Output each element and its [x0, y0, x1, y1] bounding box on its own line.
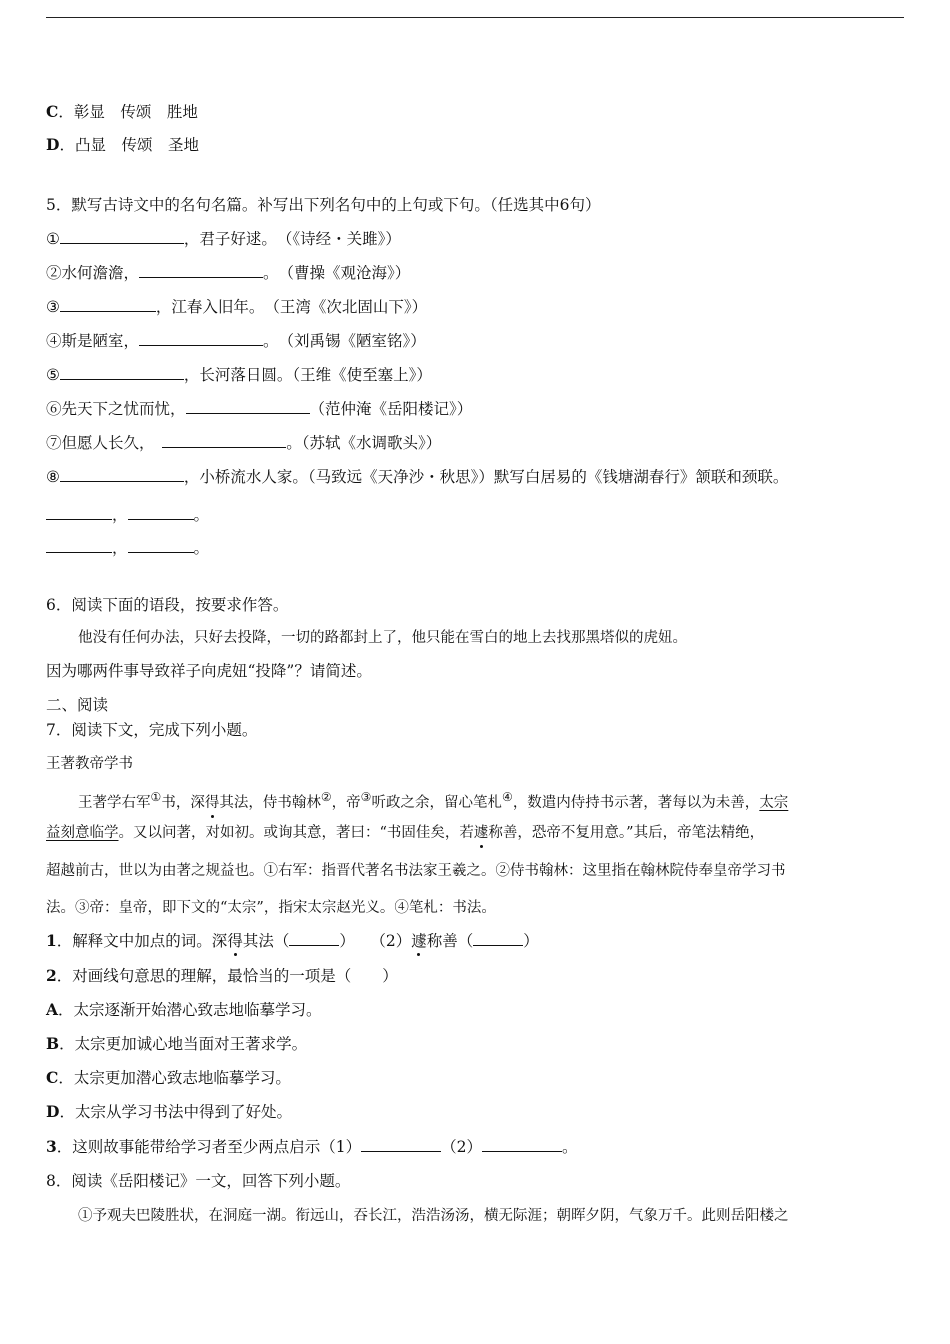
- option-a[interactable]: [46, 1000, 322, 1020]
- item-text: ，君子好逑。 （《诗经・关雎》）: [183, 230, 401, 248]
- q5-item-1: [46, 229, 401, 249]
- dotted-word: 得: [227, 932, 243, 950]
- item-number: ⑦: [46, 434, 62, 452]
- item-number: ⑥: [46, 400, 62, 418]
- passage-line-1: [78, 787, 788, 813]
- answer-blank[interactable]: [46, 505, 112, 520]
- q5-stem: 5．默写古诗文中的名句名篇。补写出下列名句中的上句或下句。（任选其中6句）: [46, 196, 601, 214]
- option-text: ．太宗更加诚心地当面对王著求学。: [59, 1035, 308, 1053]
- option-text: ．太宗从学习书法中得到了好处。: [59, 1103, 292, 1121]
- q7-sub-2: [46, 966, 398, 986]
- text: 称善，恐帝不复用意。”其后，帝笔法精绝，: [488, 825, 765, 841]
- answer-blank[interactable]: [60, 297, 156, 312]
- underlined-text: 益刻意临学: [46, 825, 119, 841]
- answer-blank[interactable]: [139, 331, 263, 346]
- text: ，帝: [331, 794, 361, 811]
- answer-blank[interactable]: [289, 931, 339, 946]
- option-b[interactable]: [46, 1034, 307, 1054]
- passage-line-2: [46, 823, 764, 843]
- item-text: （范仲淹《岳阳楼记》）: [309, 400, 473, 418]
- q8-passage-line-1: ①予观夫巴陵胜状，在洞庭一湖。衔远山，吞长江，浩浩汤汤，横无际涯；朝晖夕阴，气象万千。此则岳阳楼之: [78, 1208, 789, 1224]
- option-letter: C: [46, 1068, 59, 1087]
- item-text: 。（苏轼《水调歌头》）: [286, 434, 442, 452]
- answer-blank[interactable]: [60, 229, 184, 244]
- option-text: ．太宗更加潜心致志地临摹学习。: [58, 1069, 291, 1087]
- q4-option-c: C．彰显 传颂 胜地: [46, 102, 198, 121]
- q5-item-8: [46, 467, 788, 487]
- item-text: 。 （刘禹锡《陋室铭》）: [263, 332, 426, 350]
- answer-blank[interactable]: [60, 467, 184, 482]
- text: ．解释文中加点的词。深: [56, 932, 228, 950]
- passage-line-4: 法。③帝：皇帝，即下文的“太宗”，指宋太宗赵光义。④笔札：书法。: [46, 900, 496, 916]
- option-c[interactable]: [46, 1068, 291, 1088]
- q5-item-7: [46, 433, 441, 453]
- option-letter: A: [46, 1000, 59, 1019]
- option-letter: B: [46, 1034, 60, 1053]
- text: （2）: [441, 1138, 483, 1156]
- q8-stem: 8．阅读《岳阳楼记》一文，回答下列小题。: [46, 1172, 351, 1190]
- q7-stem: 7．阅读下文，完成下列小题。: [46, 721, 258, 739]
- answer-blank[interactable]: [139, 263, 263, 278]
- option-text: ．太宗逐渐开始潜心致志地临摹学习。: [58, 1001, 322, 1019]
- sub-number: 2: [46, 966, 57, 985]
- text: 其法（: [242, 932, 290, 950]
- text: ）: [523, 932, 539, 950]
- item-text: 水何澹澹，: [61, 264, 140, 282]
- passage-title: 王著教帝学书: [46, 756, 133, 772]
- footnote-mark: ②: [320, 790, 332, 804]
- option-letter: D: [46, 1102, 60, 1121]
- q7-sub-3: [46, 1137, 578, 1157]
- q7-sub-1: [46, 931, 539, 951]
- punct: ，: [112, 539, 128, 557]
- text: ） （2）: [339, 932, 412, 950]
- footnote-mark: ③: [360, 790, 372, 804]
- item-text: 斯是陋室，: [61, 332, 140, 350]
- sub-number: 1: [46, 931, 57, 950]
- q5-couplet-blank-2: [46, 538, 209, 558]
- punct: 。: [193, 506, 210, 524]
- header-rule: [46, 17, 904, 18]
- item-text: ，江春入旧年。 （王湾《次北固山下》）: [155, 298, 428, 316]
- q6-question: 因为哪两件事导致祥子向虎妞“投降”？请简述。: [46, 662, 372, 680]
- text: ，数遣内侍持书示著，著每以为未善，: [512, 794, 760, 811]
- answer-blank[interactable]: [128, 505, 194, 520]
- passage-line-3: 超越前古，世以为由著之规益也。①右军：指晋代著名书法家王羲之。②侍书翰林：这里指在翰林院侍奉皇帝学习书: [46, 863, 786, 879]
- item-text: 先天下之忧而忧，: [61, 400, 186, 418]
- item-number: ②: [46, 264, 62, 282]
- item-text: ，长河落日圆。（王维《使至塞上》）: [183, 366, 432, 384]
- option-text: 凸显 传颂 圣地: [74, 136, 199, 154]
- q4-option-d: D．凸显 传颂 圣地: [46, 135, 199, 154]
- q5-couplet-blank-1: [46, 505, 209, 525]
- option-d[interactable]: [46, 1102, 292, 1122]
- item-number: ⑤: [46, 366, 60, 384]
- option-letter: D: [46, 135, 60, 154]
- option-letter: C: [46, 102, 59, 121]
- q5-item-2: [46, 263, 410, 283]
- answer-blank[interactable]: [162, 433, 286, 448]
- q6-passage: 他没有任何办法，只好去投降，一切的路都封上了，他只能在雪白的地上去找那黑塔似的虎妞。: [78, 630, 687, 646]
- q5-item-6: [46, 399, 472, 419]
- text: ．对画线句意思的理解，最恰当的一项是（ ）: [56, 967, 398, 985]
- sub-number: 3: [46, 1137, 57, 1156]
- answer-blank[interactable]: [60, 365, 184, 380]
- dotted-word: 遽: [473, 825, 489, 841]
- underlined-text: 太宗: [759, 794, 789, 811]
- item-number: ①: [46, 230, 60, 248]
- punct: ，: [112, 506, 128, 524]
- text: 书，深: [161, 794, 205, 811]
- dotted-word: 得: [204, 794, 220, 811]
- text: 王著学右军: [78, 794, 151, 811]
- answer-blank[interactable]: [361, 1137, 441, 1152]
- answer-blank[interactable]: [482, 1137, 562, 1152]
- answer-blank[interactable]: [128, 538, 194, 553]
- footnote-mark: ①: [150, 790, 162, 804]
- q6-stem: 6．阅读下面的语段，按要求作答。: [46, 596, 289, 614]
- q5-item-4: [46, 331, 426, 351]
- answer-blank[interactable]: [186, 399, 310, 414]
- option-text: 彰显 传颂 胜地: [73, 103, 198, 121]
- answer-blank[interactable]: [473, 931, 523, 946]
- item-number: ④: [46, 332, 62, 350]
- section-heading: 二、阅读: [46, 696, 109, 714]
- text: 称善（: [426, 932, 474, 950]
- text: 听政之余，留心笔札: [371, 794, 502, 811]
- text: ．这则故事能带给学习者至少两点启示（1）: [56, 1138, 362, 1156]
- item-number: ③: [46, 298, 60, 316]
- text: 。又以问著，对如初。或询其意，著曰：“书固佳矣，若: [118, 825, 474, 841]
- answer-blank[interactable]: [46, 538, 112, 553]
- text: 其法，侍书翰林: [219, 794, 321, 811]
- q5-item-3: [46, 297, 427, 317]
- text: 。: [562, 1138, 578, 1156]
- item-text: 。 （曹操《观沧海》）: [263, 264, 411, 282]
- item-text: 但愿人长久，: [61, 434, 163, 452]
- item-number: ⑧: [46, 468, 60, 486]
- dotted-word: 遽: [411, 932, 427, 950]
- q5-item-5: [46, 365, 432, 385]
- footnote-mark: ④: [501, 790, 513, 804]
- item-text: ，小桥流水人家。（马致远《天净沙・秋思》）默写白居易的《钱塘湖春行》颔联和颈联。: [183, 468, 789, 486]
- punct: 。: [193, 539, 210, 557]
